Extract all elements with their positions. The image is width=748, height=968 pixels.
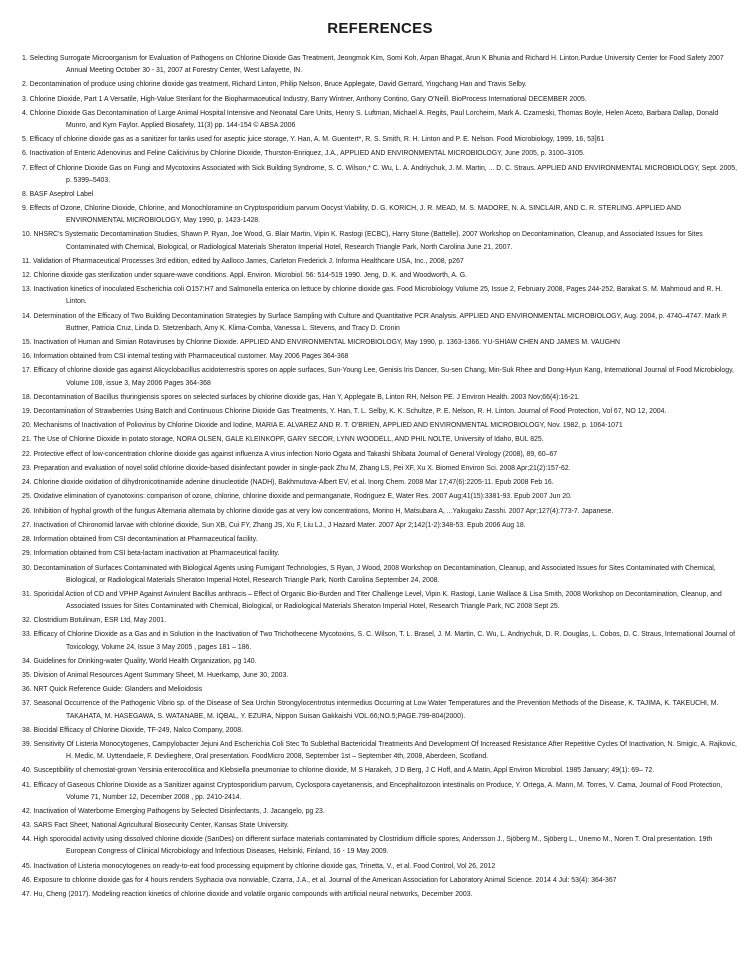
reference-item: [22, 520, 738, 532]
reference-text: Information obtained from CSI beta-lactam inactivation at Pharmaceutical facility.: [33, 550, 280, 558]
reference-text: NRT Quick Reference Guide: Glanders and Melioidosis: [33, 686, 203, 694]
page-title: REFERENCES: [327, 20, 433, 37]
reference-number: 5.: [22, 136, 28, 144]
reference-text: Decontamination of produce using chlorine dioxide gas treatment, Richard Linton, Philip Nelson, Bruce Applegate, David Gerrard, Yingchang Han and Travis Selby.: [29, 81, 527, 89]
reference-item: [22, 189, 738, 201]
reference-text: Chlorine dioxide gas sterilization under square-wave conditions. Appl. Environ. Microbiol. 56: 514-519 1990. Jeng, D. K. and Woodworth, A. G.: [33, 272, 467, 280]
reference-item: [22, 406, 738, 418]
reference-item: [22, 229, 738, 253]
reference-text: Chlorine Dioxide, Part 1 A Versatile, High-Value Sterilant for the Biopharmaceutical Industry, Barry Wintner, Anthony Contino, Gary O’Neill. BioProcess International DECEMBER 2005.: [29, 95, 587, 103]
reference-number: 20.: [22, 422, 32, 430]
reference-text: Guidelines for Drinking-water Quality, World Health Organization, pg 140.: [33, 657, 257, 665]
reference-number: 37.: [22, 700, 32, 708]
reference-item: [22, 534, 738, 546]
reference-text: Effect of Chlorine Dioxide Gas on Fungi and Mycotoxins Associated with Sick Building Syndrome, S. C. Wilson,* C. Wu, L. A. Andriychuk, J. M. Martin, ... D. C. Straus. APPLIED AND ENVIRONMENTAL MICROBIOLOGY, Sept. 2005, p. 5399–5403.: [29, 164, 738, 184]
reference-item: [22, 670, 738, 682]
reference-text: Decontamination of Surfaces Contaminated with Biological Agents using Fumigant Technologies, S Ryan, J Wood, 2008 Workshop on Decontamination, Cleanup, and Associated Issues for Sites Contaminated with Chemical, Biological, or Radiological Materials Sheraton Imperial Hotel, Research Triangle Park, North Carolina September 24, 2008.: [33, 564, 716, 584]
reference-item: [22, 134, 738, 146]
reference-text: Preparation and evaluation of novel solid chlorine dioxide-based disinfectant powder in single-pack Zhu M, Zhang LS, Pei XF, Xu X. Biomed Environ Sci. 2008 Apr;21(2):157-62.: [33, 464, 571, 472]
reference-item: [22, 203, 738, 227]
reference-number: 42.: [22, 807, 32, 815]
reference-number: 40.: [22, 767, 32, 775]
reference-item: [22, 684, 738, 696]
reference-text: Division of Animal Resources Agent Summary Sheet, M. Huerkamp, June 30, 2003.: [33, 672, 289, 679]
reference-item: [22, 875, 738, 887]
reference-number: 38.: [22, 726, 32, 734]
reference-item: [22, 392, 738, 404]
reference-number: 4.: [22, 109, 28, 117]
reference-item: [22, 463, 738, 475]
reference-item: [22, 739, 738, 763]
reference-number: 15.: [22, 338, 32, 346]
reference-text: Mechanisms of Inactivation of Poliovirus by Chlorine Dioxide and Iodine, MARIA E. ALVAREZ AND R. T. O’BRIEN, APPLIED AND ENVIRONMENTAL MICROBIOLOGY, Nov. 1982, p. 1064-1071: [33, 422, 623, 430]
reference-text: Inactivation of Human and Simian Rotaviruses by Chlorine Dioxide. APPLIED AND ENVIRONMENTAL MICROBIOLOGY, May 1990, p. 1363-1366. YU-SHIAW CHEN AND JAMES M. VAUGHN: [33, 338, 620, 346]
reference-number: 36.: [22, 686, 32, 694]
reference-text: Efficacy of chlorine dioxide gas as a sanitizer for tanks used for aseptic juice storage, Y. Han, A. M. Guentert*, R. S. Smith, R. H. Linton and P. E. Nelson. Food Microbiology, 1999, 16, 53]61: [29, 136, 605, 144]
reference-number: 25.: [22, 493, 32, 501]
reference-number: 17.: [22, 367, 32, 375]
reference-number: 44.: [22, 836, 32, 844]
reference-text: Information obtained from CSI internal testing with Pharmaceutical customer. May 2006 Pages 364-368: [33, 353, 349, 361]
reference-number: 32.: [22, 617, 32, 625]
reference-item: [22, 629, 738, 653]
reference-text: Sensitivity Of Listeria Monocytogenes, Campylobacter Jejuni And Escherichia Coli Stec To Sublethal Bactericidal Treatments And Development Of Increased Resistance After Repetitive Cycles Of Inactivation, N. Smigic, A. Rajkovic, H. Medic, M. Uyttendaele, F. Devlieghere, Oral presentation. FoodMicro 2008, September 1st – September 4th, 2008, Aberdeen, Scotland.: [33, 741, 737, 761]
reference-number: 45.: [22, 862, 32, 870]
reference-text: Information obtained from CSI decontamination at Pharmaceutical facility.: [33, 536, 258, 544]
reference-text: Inactivation of Listeria monocytogenes on ready-to-eat food processing equipment by chlorine dioxide gas, Trinetta, V., et al. Food Control, Vol 26, 2012: [33, 862, 496, 870]
reference-number: 18.: [22, 393, 32, 401]
reference-text: Chlorine dioxide oxidation of dihydronicotinamide adenine dinucleotide (NADH), Bakhmutova-Albert EV, et al. Inorg Chem. 2008 Mar 17;47(6):2205-11. Epub 2008 Feb 16.: [33, 479, 554, 487]
reference-item: [22, 420, 738, 432]
reference-number: 9.: [22, 205, 28, 213]
reference-text: Decontamination of Strawberries Using Batch and Continuous Chlorine Dioxide Gas Treatments, Y. Han, T. L. Selby, K. K. Schultze, P. E. Nelson, R. H. Linton. Journal of Food Protection, Vol 67, NO 12, 2004.: [33, 407, 667, 415]
reference-item: [22, 148, 738, 160]
reference-number: 19.: [22, 407, 32, 415]
reference-item: [22, 725, 738, 737]
reference-item: [22, 365, 738, 389]
reference-item: [22, 698, 738, 722]
reference-number: 12.: [22, 272, 32, 280]
reference-number: 10.: [22, 231, 32, 239]
reference-item: [22, 337, 738, 349]
reference-number: 26.: [22, 507, 32, 515]
reference-text: Exposure to chlorine dioxide gas for 4 hours renders Syphacia ova nonviable, Czarra, J.A., et al. Journal of the American Association for Laboratory Animal Science. 2014 4 Jul: 53(4): 364-367: [33, 876, 617, 884]
reference-list: [22, 53, 738, 901]
reference-number: 28.: [22, 536, 32, 544]
reference-item: [22, 589, 738, 613]
reference-text: Efficacy of Gaseous Chlorine Dioxide as a Sanitizer against Cryptosporidium parvum, Cyclospora cayetanensis, and Encephalitozoon intestinalis on Produce, Y. Ortega, A. Mann, M. Torres, V. Cama, Journal of Food Protection, Volume 71, Number 12, December 2008 , pp. 2410-2414.: [33, 781, 723, 801]
reference-text: Clostridium Botulinum, ESR Ltd, May 2001.: [33, 617, 167, 625]
reference-item: [22, 506, 738, 518]
reference-item: [22, 548, 738, 560]
reference-text: Protective effect of low-concentration chlorine dioxide gas against influenza A virus infection Norio Ogata and Takashi Shibata Journal of General Virology (2008), 89, 60–67: [33, 450, 558, 458]
reference-number: 3.: [22, 95, 28, 103]
reference-text: Inactivation kinetics of inoculated Escherichia coli O157:H7 and Salmonella enterica on lettuce by chlorine dioxide gas. Food Microbiology Volume 25, Issue 2, February 2008, Pages 244-252, Barakat S. M. Mahmoud and R. H. Linton.: [33, 286, 723, 306]
reference-text: Oxidative elimination of cyanotoxins: comparison of ozone, chlorine, chlorine dioxide and permanganate, Rodriguez E, Water Res. 2007 Aug;41(15):3381-93. Epub 2007 Jun 20.: [33, 493, 572, 501]
reference-item: [22, 477, 738, 489]
reference-text: Inactivation of Enteric Adenovirus and Feline Calicivirus by Chlorine Dioxide, Thurston-Enriquez, J.A., APPLIED AND ENVIRONMENTAL MICROBIOLOGY, June 2005, p. 3100–3105.: [29, 150, 585, 158]
reference-item: [22, 765, 738, 777]
reference-item: [22, 270, 738, 282]
reference-number: 8.: [22, 190, 28, 198]
reference-number: 1.: [22, 55, 28, 62]
reference-text: Decontamination of Bacillus thuringiensis spores on selected surfaces by chlorine dioxide gas, Han Y, Applegate B, Linton RH, Nelson PE. J Environ Health. 2003 Nov;66(4):16-21.: [33, 393, 580, 401]
reference-number: 22.: [22, 450, 32, 458]
reference-number: 7.: [22, 164, 28, 172]
reference-text: Selecting Surrogate Microorganism for Evaluation of Pathogens on Chlorine Dioxide Gas Treatment, Jeongmok Kim, Somi Koh, Arpan Bhagat, Arun K Bhunia and Richard H. Linton.Purdue University Center for Food Safety 2007 Annual Meeting October 30 - 31, 2007 at Forestry Center, West Lafayette, IN.: [29, 55, 724, 75]
reference-number: 11.: [22, 257, 32, 265]
reference-number: 13.: [22, 286, 32, 294]
reference-item: [22, 861, 738, 873]
reference-number: 43.: [22, 822, 32, 830]
reference-text: Inactivation of Chironomid larvae with chlorine dioxide, Sun XB, Cui FY, Zhang JS, Xu F, Liu LJ., J Hazard Mater. 2007 Apr 2;142(1-2):348-53. Epub 2006 Aug 18.: [33, 521, 526, 529]
reference-text: Chlorine Dioxide Gas Decontamination of Large Animal Hospital Intensive and Neonatal Care Units, Henry S. Luftman, Michael A. Regits, Paul Lorcheim, Mark A. Czarneski, Thomas Boyle, Helen Aceto, Barbara Dallap, Donald Munro, and Kym Faylor. Applied Biosafety, 11(3) pp. 144-154 © ABSA 2006: [29, 109, 719, 129]
reference-text: NHSRC’s Systematic Decontamination Studies, Shawn P. Ryan, Joe Wood, G. Blair Martin, Vipin K. Rastogi (ECBC), Harry Stone (Battelle). 2007 Workshop on Decontamination, Cleanup, and Associated Issues for Sites Contaminated with Chemical, Biological, or Radiological Materials Sheraton Imperial Hotel, Research Triangle Park, North Carolina June 21, 2007.: [33, 231, 703, 251]
reference-item: [22, 449, 738, 461]
reference-number: 35.: [22, 672, 32, 679]
reference-item: [22, 834, 738, 858]
reference-item: [22, 53, 738, 77]
reference-number: 21.: [22, 436, 32, 444]
reference-number: 6.: [22, 150, 28, 158]
reference-text: Effects of Ozone, Chlorine Dioxide, Chlorine, and Monochloramine on Cryptosporidium parvum Oocyst Viability, D. G. KORICH, J. R. MEAD, M. S. MADORE, N. A. SINCLAIR, AND C. R. STERLING. APPLIED AND ENVIRONMENTAL MICROBIOLOGY, May 1990, p. 1423-1428.: [29, 205, 682, 225]
reference-item: [22, 806, 738, 818]
reference-item: [22, 615, 738, 627]
reference-number: 47.: [22, 891, 32, 899]
reference-text: Efficacy of Chlorine Dioxide as a Gas and in Solution in the Inactivation of Two Trichothecene Mycotoxins, S. C. Wilson, T. L. Brasel, J. M. Martin, C. Wu, L. Andriychuk, D. R. Douglas, L. Cobos, D. C. Straus, International Journal of Toxicology, Volume 24, Issue 3 May 2005 , pages 181 – 186.: [33, 631, 736, 651]
reference-number: 16.: [22, 353, 32, 361]
reference-text: BASF Aseptrol Label: [29, 190, 94, 198]
reference-text: Susceptibility of chemostat-grown Yersinia enterocolitica and Klebsiella pneumoniae to chlorine dioxide, M S Harakeh, J D Berg, J C Hoff, and A Matin, Appl Environ Microbiol. 1985 January; 49(1): 69– 72.: [33, 767, 655, 775]
reference-text: Inactivation of Waterborne Emerging Pathogens by Selected Disinfectants, J. Jacangelo, pg 23.: [33, 807, 325, 815]
reference-number: 2.: [22, 81, 28, 89]
reference-number: 46.: [22, 876, 32, 884]
reference-number: 30.: [22, 564, 32, 572]
reference-number: 31.: [22, 590, 32, 598]
reference-text: Biocidal Efficacy of Chlorine Dioxide, TF-249, Nalco Company, 2008.: [33, 726, 244, 734]
reference-text: Seasonal Occurrence of the Pathogenic Vibrio sp. of the Disease of Sea Urchin Strongylocentrotus intermedius Occurring at Low Water Temperatures and the Prevention Methods of the Disease, K. TAJIMA, K. TAKEUCHI, M. TAKAHATA, M. HASEGAWA, S. WATANABE, M. IQBAL, Y. EZURA, Nippon Suisan Gakkaishi VOL.66;NO.5;PAGE.799-804(2000).: [33, 700, 719, 720]
reference-text: SARS Fact Sheet, National Agricultural Biosecurity Center, Kansas State University.: [33, 822, 289, 830]
reference-item: [22, 256, 738, 268]
reference-number: 27.: [22, 521, 32, 529]
reference-item: [22, 656, 738, 668]
reference-item: [22, 108, 738, 132]
reference-text: Determination of the Efficacy of Two Building Decontamination Strategies by Surface Sampling with Culture and Quantitative PCR Analysis. APPLIED AND ENVIRONMENTAL MICROBIOLOGY, Aug. 2004, p. 4740–4747. Mark P. Buttner, Patricia Cruz, Linda D. Stetzenbach, Amy K. Klima-Comba, Vanessa L. Stevens, and Tracy D. Cronin: [33, 312, 728, 332]
reference-text: Validation of Pharmaceutical Processes 3rd edition, edited by Aalloco James, Carleton Frederick J. Informa Healthcare USA, Inc., 2008, p267: [33, 257, 464, 265]
reference-text: Efficacy of chlorine dioxide gas against Alicyclobacillus acidoterrestris spores on apple surfaces, Sun-Young Lee, Genisis Iris Dancer, Su-sen Chang, Min-Suk Rhee and Dong-Hyun Kang, International Journal of Food Microbiology, Volume 108, issue 3, May 2006 Pages 364-368: [33, 367, 734, 387]
reference-number: 24.: [22, 479, 32, 487]
reference-item: [22, 491, 738, 503]
reference-number: 34.: [22, 657, 32, 665]
reference-text: The Use of Chlorine Dioxide in potato storage, NORA OLSEN, GALE KLEINKOPF, GARY SECOR, LYNN WOODELL, AND PHIL NOLTE, University of Idaho, BUL 825.: [33, 436, 544, 444]
reference-item: [22, 94, 738, 106]
reference-item: [22, 163, 738, 187]
reference-number: 39.: [22, 741, 32, 749]
reference-item: [22, 284, 738, 308]
reference-item: [22, 311, 738, 335]
reference-item: [22, 351, 738, 363]
reference-item: [22, 889, 738, 901]
reference-number: 33.: [22, 631, 32, 639]
reference-number: 14.: [22, 312, 32, 320]
reference-item: [22, 79, 738, 91]
reference-number: 23.: [22, 464, 32, 472]
reference-text: Hu, Cheng (2017). Modeling reaction kinetics of chlorine dioxide and volatile organic compounds with artificial neural networks, December 2003.: [33, 891, 473, 899]
reference-item: [22, 563, 738, 587]
reference-text: Inhibition of hyphal growth of the fungus Alternaria alternata by chlorine dioxide gas at very low concentrations, Morino H, Matsubara A, ...Yakugaku Zasshi. 2007 Apr;127(4):773-7. Japanese.: [33, 507, 614, 515]
reference-text: High sporocidal activity using dissolved chlorine dioxide (SanDes) on different surface materials contaminated by Clostridium difficile spores, Andersson J., Sjöberg M., Sjöberg L., Unemo M., Noren T. Oral presentation. 19th European Congress of Clinical Microbiology and Infectious Diseases, Helsinki, Finland, 16 - 19 May 2009.: [33, 836, 713, 856]
reference-item: [22, 434, 738, 446]
reference-item: [22, 780, 738, 804]
reference-number: 29.: [22, 550, 32, 558]
reference-text: Sporicidal Action of CD and VPHP Against Avirulent Bacillus anthracis – Effect of Organic Bio-Burden and Titer Challenge Level, Vipin K. Rastogi, Lanie Wallace & Lisa Smith, 2008 Workshop on Decontamination, Cleanup, and Associated Issues for Sites Contaminated with Chemical, Biological, or Radiological Materials Sheraton Imperial Hotel, Research Triangle Park, NC 2008 Sept 25.: [33, 590, 722, 610]
reference-item: [22, 820, 738, 832]
reference-number: 41.: [22, 781, 32, 789]
